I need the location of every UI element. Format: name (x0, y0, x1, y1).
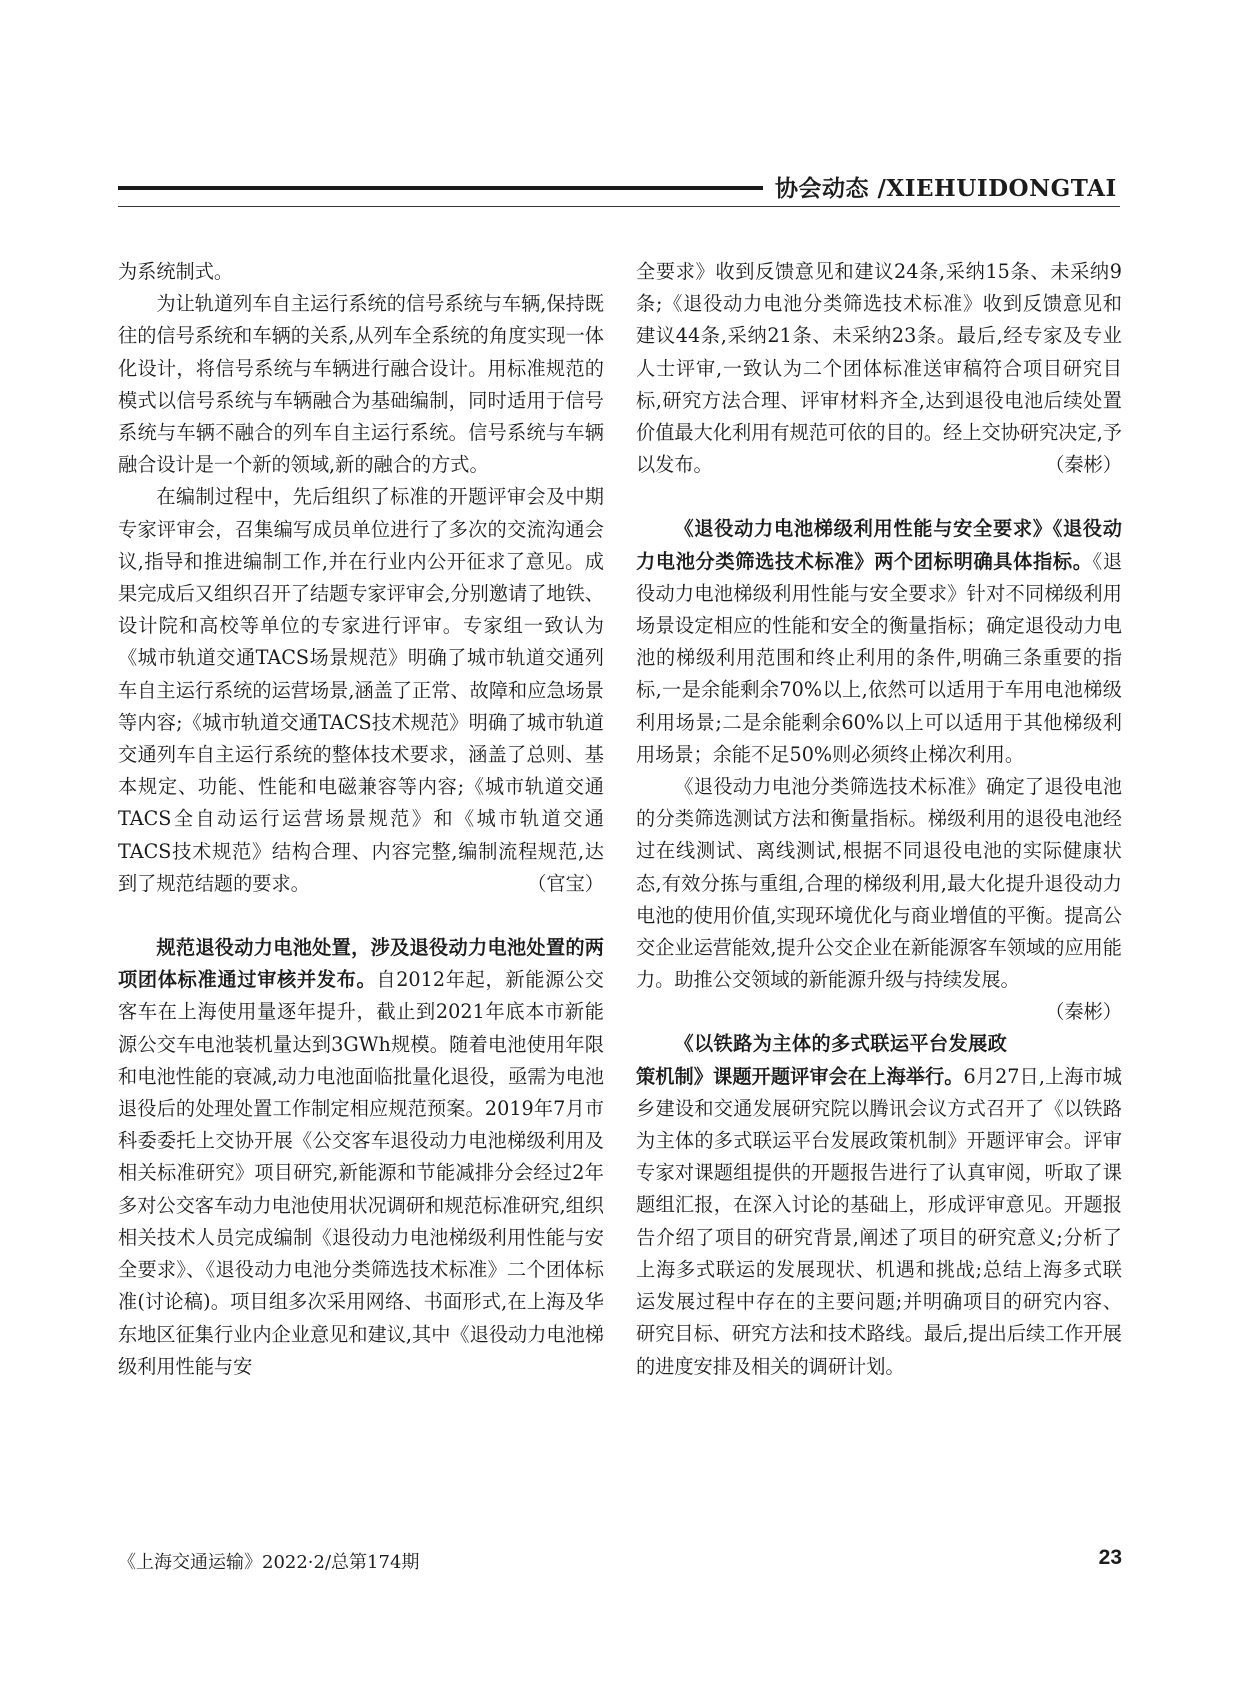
left-column (118, 256, 604, 1383)
news-headline: 规范退役动力电池处置，涉及退役动力电池处置的两项团体标准通过审核并发布。 (118, 936, 604, 992)
paragraph (636, 771, 1122, 1024)
paragraph-text: 在编制过程中，先后组织了标准的开题评审会及中期专家评审会，召集编写成员单位进行了多次的交流沟通会议,指导和推进编制工作,并在行业内公开征求了意见。成果完成后又组织召开了结题专家评审会,分别邀请了地铁、设计院和高校等单位的专家进行评审。专家组一致认为《城市轨道交通TACS场景规范》明确了城市轨道交通列车自主运行系统的运营场景,涵盖了正常、故障和应急场景等内容;《城市轨道交通TACS技术规范》明确了城市轨道交通列车自主运行系统的整体技术要求，涵盖了总则、基本规定、功能、性能和电磁兼容等内容;《城市轨道交通TACS全自动运行运营场景规范》和《城市轨道交通TACS技术规范》结构合理、内容完整,编制流程规范,达到了规范结题的要求。 (118, 485, 604, 895)
header-rule-thin (118, 206, 1120, 207)
news-body: 《退役动力电池梯级利用性能与安全要求》针对不同梯级利用场景设定相应的性能和安全的衡量指标；确定退役动力电池的梯级利用范围和终止利用的条件,明确三条重要的指标,一是余能剩余70%以上,依然可以适用于车用电池梯级利用场景;二是余能剩余60%以上可以适用于其他梯级利用场景；余能不足50%则必须终止梯次利用。 (636, 549, 1123, 766)
paragraph: 为系统制式。 (118, 260, 234, 283)
paragraph (118, 481, 604, 900)
author-signature: （秦彬） (1045, 1000, 1122, 1024)
journal-citation: 《上海交通运输》2022·2/总第174期 (118, 1552, 420, 1573)
author-signature: （官宝） (527, 871, 604, 895)
news-body: 自2012年起，新能源公交客车在上海使用量逐年提升，截止到2021年底本市新能源公交车电池装机量达到3GWh规模。随着电池使用年限和电池性能的衰减,动力电池面临批量化退役，亟需为电池退役后的处理处置工作制定相应规范预案。2019年7月市科委委托上交协开展《公交客车退役动力电池梯级利用及相关标准研究》项目研究,新能源和节能减排分会经过2年多对公交客车动力电池使用状况调研和规范标准研究,组织相关技术人员完成编制《退役动力电池梯级利用性能与安全要求》、《退役动力电池分类筛选技术标准》二个团体标准(讨论稿)。项目组多次采用网络、书面形式,在上海及华东地区征集行业内企业意见和建议,其中《退役动力电池梯级利用性能与安 (118, 968, 604, 1378)
paragraph-text: 全要求》收到反馈意见和建议24条,采纳15条、未采纳9条;《退役动力电池分类筛选技术标准》收到反馈意见和建议44条,采纳21条、未采纳23条。最后,经专家及专业人士评审,一致认为二个团体标准送审稿符合项目研究目标,研究方法合理、评审材料齐全,达到退役电池后续处置价值最大化利用有规范可依的目的。经上交协研究决定,予以发布。 (636, 260, 1122, 477)
news-headline: 《以铁路为主体的多式联运平台发展政策机制》课题开题评审会在上海举行。 (636, 1032, 1007, 1088)
paragraph-text: 《退役动力电池分类筛选技术标准》确定了退役电池的分类筛选测试方法和衡量指标。梯级利用的退役电池经过在线测试、离线测试,根据不同退役电池的实际健康状态,有效分拣与重组,合理的梯级利用,最大化提升退役动力电池的使用价值,实现环境优化与商业增值的平衡。提高公交企业运营能效,提升公交企业在新能源客车领域的应用能力。助推公交领域的新能源升级与持续发展。 (636, 775, 1122, 992)
section-gap (636, 481, 1122, 513)
news-headline: 《退役动力电池梯级利用性能与安全要求》《退役动力电池分类筛选技术标准》两个团标明确具体指标。 (636, 517, 1122, 573)
paragraph: 为让轨道列车自主运行系统的信号系统与车辆,保持既往的信号系统和车辆的关系,从列车全系统的角度实现一体化设计，将信号系统与车辆进行融合设计。用标准规范的模式以信号系统与车辆融合为基础编制，同时适用于信号系统与车辆不融合的列车自主运行系统。信号系统与车辆融合设计是一个新的领域,新的融合的方式。 (118, 292, 604, 477)
news-item (636, 513, 1122, 771)
news-item (118, 932, 604, 1383)
header-rule-thick (118, 186, 763, 190)
paragraph (636, 256, 1122, 481)
news-item (636, 1028, 1122, 1382)
section-gap (118, 900, 604, 932)
author-signature: （秦彬） (1045, 453, 1122, 477)
section-title: 协会动态 /XIEHUIDONGTAI (775, 175, 1117, 202)
news-body: 6月27日,上海市城乡建设和交通发展研究院以腾讯会议方式召开了《以铁路为主体的多式联运平台发展政策机制》开题评审会。评审专家对课题组提供的开题报告进行了认真审阅，听取了课题组汇报，在深入讨论的基础上，形成评审意见。开题报告介绍了项目的研究背景,阐述了项目的研究意义;分析了上海多式联运的发展现状、机遇和挑战;总结上海多式联运发展过程中存在的主要问题;并明确项目的研究内容、研究目标、研究方法和技术路线。最后,提出后续工作开展的进度安排及相关的调研计划。 (636, 1064, 1122, 1378)
right-column (636, 256, 1122, 1383)
page-number: 23 (1098, 1546, 1122, 1569)
